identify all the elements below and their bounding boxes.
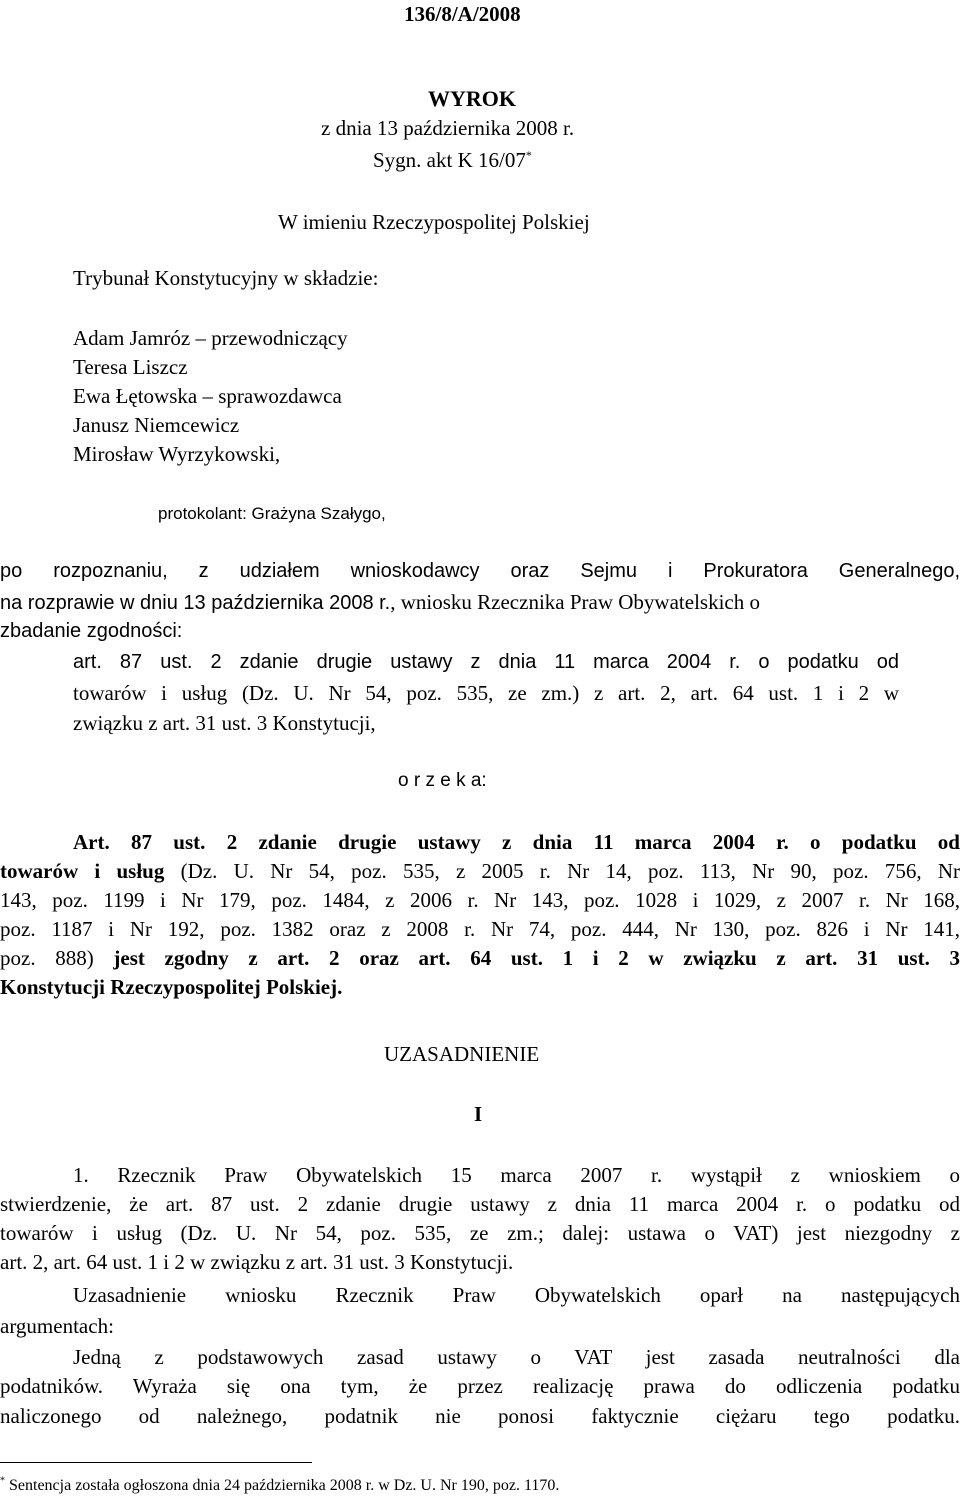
provision-text-b: o podatku od [758,651,899,673]
para-3-line-3: naliczonego od należnego, podatnik nie ponosi faktycznie ciężaru tego podatku. [0,1404,960,1428]
document-title: WYROK [428,86,516,111]
judgment-date: z dnia 13 października 2008 r. [321,116,575,140]
footnote-separator [0,1462,312,1463]
para-2-line-1: Uzasadnienie wniosku Rzecznik Praw Obywatelskich oparł na następujących [73,1283,960,1307]
member-2: Teresa Liszcz [73,355,188,379]
footnote-mark: * [525,148,532,162]
para-2-line-2: argumentach: [0,1314,114,1338]
ruling-line-3: 143, poz. 1199 i Nr 179, poz. 1484, z 2006 r. Nr 143, poz. 1028 i 1029, z 2007 r. Nr 168, [0,888,960,912]
intro-line-2a: na rozprawie w dniu 13 października 2008 r. [0,592,391,614]
ruling-line-6: Konstytucji Rzeczypospolitej Polskiej. [0,975,343,999]
para-1-line-1: 1. Rzecznik Praw Obywatelskich 15 marca 2007 r. wystąpił z wnioskiem o [73,1163,960,1187]
para-1-line-4: art. 2, art. 64 ust. 1 i 2 w związku z art. 31 ust. 3 Konstytucji. [0,1250,514,1274]
footnote-text: Sentencja została ogłoszona dnia 24 października 2008 r. w Dz. U. Nr 190, poz. 1170. [9,1477,560,1494]
case-signature-text: Sygn. akt K 16/07 [373,148,526,172]
ruling-line-2-rest: (Dz. U. Nr 54, poz. 535, z 2005 r. Nr 14, poz. 113, Nr 90, poz. 756, Nr [164,859,960,883]
composition-label: Trybunał Konstytucyjny w składzie: [73,266,379,290]
para-1-line-3: towarów i usług (Dz. U. Nr 54, poz. 535, ze zm.; dalej: ustawa o VAT) jest niezgodny z [0,1221,960,1245]
ruling-line-5-plain: poz. 888) [0,946,114,970]
justification-title: UZASADNIENIE [384,1042,540,1066]
case-number: 136/8/A/2008 [404,2,521,26]
in-name-heading: W imieniu Rzeczypospolitej Polskiej [278,210,590,234]
clerk: protokolant: Grażyna Szałygo, [158,504,386,523]
ruling-line-1: Art. 87 ust. 2 zdanie drugie ustawy z dnia 11 marca 2004 r. o podatku od [73,830,960,854]
case-signature [373,148,532,173]
footnote-mark-bottom: * [0,1475,5,1487]
ruling-line-4: poz. 1187 i Nr 192, poz. 1382 oraz z 2008 r. Nr 74, poz. 444, Nr 130, poz. 826 i Nr 141, [0,917,960,941]
intro-line-1: po rozpoznaniu, z udziałem wnioskodawcy oraz Sejmu i Prokuratora Generalnego, [0,560,960,582]
member-4: Janusz Niemcewicz [73,413,240,437]
intro-line-2 [0,590,760,615]
ruling-line-2 [0,859,960,884]
intro-line-2b: , wniosku Rzecznika Praw Obywatelskich o [390,590,760,614]
section-number: I [474,1102,483,1126]
footnote [0,1477,559,1495]
member-5: Mirosław Wyrzykowski, [73,442,281,466]
intro-line-3: zbadanie zgodności: [0,620,183,642]
decision-label: o r z e k a: [398,770,487,791]
para-1-line-2: stwierdzenie, że art. 87 ust. 2 zdanie drugie ustawy z dnia 11 marca 2004 r. o podatku od [0,1192,960,1216]
ruling-line-2-bold: towarów i usług [0,859,165,883]
para-3-line-1: Jedną z podstawowych zasad ustawy o VAT jest zasada neutralności dla [73,1345,960,1369]
para-3-line-2: podatników. Wyraża się ona tym, że przez realizację prawa do odliczenia podatku [0,1374,960,1398]
ruling-line-5 [0,946,960,971]
ruling-line-5-bold: jest zgodny z art. 2 oraz art. 64 ust. 1 i 2 w związku z art. 31 ust. 3 [113,946,960,970]
examined-provision-line-3: związku z art. 31 ust. 3 Konstytucji, [73,711,376,735]
provision-text-a: art. 87 ust. 2 zdanie drugie ustawy z dnia 11 marca 2004 r. [73,651,741,673]
member-1: Adam Jamróz – przewodniczący [73,326,348,350]
examined-provision-line-2: towarów i usług (Dz. U. Nr 54, poz. 535, ze zm.) z art. 2, art. 64 ust. 1 i 2 w [73,681,899,705]
examined-provision-line-1 [73,651,899,674]
member-3: Ewa Łętowska – sprawozdawca [73,384,342,408]
